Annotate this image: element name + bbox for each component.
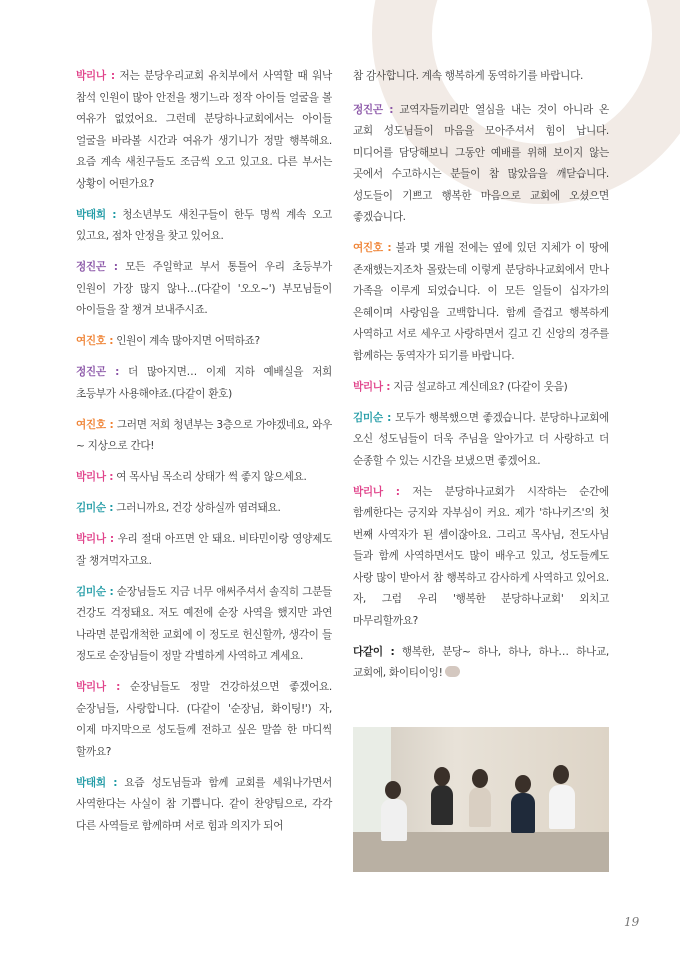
speaker-name: 박리나 :	[353, 485, 400, 498]
speaker-name: 박리나 :	[76, 533, 114, 545]
dialogue-text: 우리 절대 아프면 안 돼요. 비타민이랑 영양제도 잘 챙겨먹자고요.	[76, 533, 332, 567]
person-figure	[511, 793, 535, 833]
group-photo-image	[353, 727, 609, 872]
speaker-name: 여진호 :	[76, 335, 114, 347]
laugh-icon	[445, 666, 460, 677]
speaker-name: 박리나 :	[353, 380, 391, 393]
dialogue-text: 여 목사님 목소리 상태가 썩 좋지 않으세요.	[113, 471, 307, 483]
right-column	[353, 66, 609, 694]
speaker-name: 다같이 :	[353, 645, 395, 658]
speaker-name: 정진곤 :	[76, 261, 118, 273]
dialogue-entry	[76, 498, 332, 520]
dialogue-entry	[353, 408, 609, 473]
person-figure	[549, 785, 575, 829]
dialogue-entry	[353, 642, 609, 685]
dialogue-text: 행복한, 분당~ 하나, 하나, 하나… 하나교, 교회에, 화이티이잉!	[353, 645, 609, 679]
person-head	[472, 769, 488, 788]
dialogue-entry	[76, 66, 332, 195]
page-number: 19	[624, 915, 640, 929]
speaker-name: 여진호 :	[76, 418, 114, 431]
dialogue-entry	[76, 257, 332, 322]
speaker-name: 김미순 :	[76, 585, 114, 598]
dialogue-text: 지금 설교하고 계신데요? (다같이 웃음)	[390, 380, 568, 393]
person-head	[385, 781, 401, 799]
dialogue-text: 저는 분당우리교회 유치부에서 사역할 때 워낙 참석 인원이 많아 안전을 챙기느라 정작 아이들 얼굴을 볼 여유가 없었어요. 그런데 분당하나교회에서는 아이들 얼굴을 바라볼 시간과 여유가 생기니가 정말 행복해요. 요즘 계속 새친구들도 조금씩 오고 있고요. 다른 부서는 상황이 어떤가요?	[76, 70, 332, 190]
dialogue-text: 순장님들도 지금 너무 애써주셔서 솔직히 그분들 건강도 걱정돼요. 저도 예전에 순장 사역을 했지만 과연 나라면 분립개척한 교회에 이 정도로 헌신할까, 생각이 들 정도로 순장님들이 정말 각별하게 사역하고 계세요.	[76, 585, 332, 662]
dialogue-entry	[353, 482, 609, 633]
speaker-name: 정진곤 :	[76, 366, 120, 378]
dialogue-entry	[76, 773, 332, 838]
speaker-name: 박태희 :	[76, 776, 118, 789]
dialogue-text: 모두가 행복했으면 좋겠습니다. 분당하나교회에 오신 성도님들이 더욱 주님을 알아가고 더 사랑하고 더 순종할 수 있는 시간을 보냈으면 좋겠어요.	[353, 411, 609, 467]
dialogue-entry	[76, 205, 332, 248]
speaker-name: 여진호 :	[353, 242, 392, 254]
dialogue-text: 모든 주일학교 부서 통틀어 우리 초등부가 인원이 가장 많지 않나…(다같이 '오오~') 부모님들이 아이들을 잘 챙겨 보내주시죠.	[76, 261, 332, 316]
dialogue-entry	[353, 238, 609, 367]
speaker-name: 정진곤 :	[353, 103, 394, 116]
dialogue-entry	[353, 377, 609, 399]
speaker-name: 박리나 :	[76, 471, 114, 483]
dialogue-entry	[76, 529, 332, 572]
person-head	[553, 765, 569, 784]
person-figure	[431, 785, 453, 825]
dialogue-text: 순장님들도 정말 건강하셨으면 좋겠어요. 순장님들, 사랑합니다. (다같이 '순장님, 화이팅!') 자, 이제 마지막으로 성도들께 전하고 싶은 말씀 한 마디씩 할까요?	[76, 681, 332, 758]
dialogue-entry	[76, 331, 332, 353]
speaker-name: 김미순 :	[76, 502, 114, 514]
dialogue-entry	[76, 467, 332, 489]
dialogue-text: 저는 분당하나교회가 시작하는 순간에 함께한다는 긍지와 자부심이 커요. 제가 '하나키즈'의 첫 번째 사역자가 된 셈이잖아요. 그리고 목사님, 전도사님 들과 함께 사역하면서도 많이 배우고 있고, 성도들께도 사랑 많이 받아서 참 행복하고 감사하게 사역하고 있어요. 자, 그럼 우리 '행복한 분당하나교회' 외치고 마무리할까요?	[353, 485, 609, 627]
dialogue-entry	[76, 415, 332, 458]
dialogue-entry	[76, 582, 332, 668]
person-head	[434, 767, 450, 786]
person-figure	[381, 799, 407, 841]
speaker-name: 박태희 :	[76, 208, 117, 221]
dialogue-entry	[76, 362, 332, 405]
dialogue-text: 더 많아지면… 이제 지하 예배실을 저희 초등부가 사용해야죠.(다같이 환호)	[76, 366, 332, 400]
dialogue-text: 청소년부도 새친구들이 한두 명씩 계속 오고 있고요, 점차 안정을 찾고 있어요.	[76, 208, 332, 242]
dialogue-entry	[76, 677, 332, 763]
dialogue-text: 교역자들끼리만 열심을 내는 것이 아니라 온 교회 성도님들이 마음을 모아주셔서 힘이 납니다. 미디어를 담당해보니 그동안 예배를 위해 보이지 않는 곳에서 수고하시는 분들이 참 많았음을 깨닫습니다. 성도들이 기쁘고 행복한 마음으로 교회에 오셨으면 좋겠습니다.	[353, 103, 609, 223]
person-figure	[469, 787, 491, 827]
dialogue-text: 불과 몇 개월 전에는 옆에 있던 지체가 이 땅에 존재했는지조차 몰랐는데 이렇게 분당하나교회에서 만나 가족을 이루게 되었습니다. 이 모든 일들이 십자가의 은혜이며 사랑임을 고백합니다. 함께 즐겁고 행복하게 사역하고 서로 세우고 사랑하면서 길고 긴 신앙의 경주를 함께하는 동역자가 되기를 바랍니다.	[353, 242, 609, 362]
dialogue-text: 그러면 저희 청년부는 3층으로 가야겠네요, 와우~ 지상으로 간다!	[76, 418, 332, 452]
dialogue-continuation	[353, 66, 609, 88]
dialogue-text: 그러니까요, 건강 상하실까 염려돼요.	[113, 502, 281, 514]
left-column	[76, 66, 332, 847]
dialogue-text: 인원이 계속 많아지면 어떡하죠?	[113, 335, 260, 347]
dialogue-entry	[353, 100, 609, 229]
speaker-name: 박리나 :	[76, 70, 115, 82]
dialogue-text: 요즘 성도님들과 함께 교회를 세워나가면서 사역한다는 사실이 참 기쁩니다. 같이 찬양팀으로, 각각 다른 사역들로 함께하며 서로 힘과 의지가 되어	[76, 776, 332, 832]
person-head	[515, 775, 531, 793]
speaker-name: 박리나 :	[76, 681, 121, 693]
speaker-name: 김미순 :	[353, 411, 392, 424]
dialogue-text: 참 감사합니다. 계속 행복하게 동역하기를 바랍니다.	[353, 70, 584, 82]
